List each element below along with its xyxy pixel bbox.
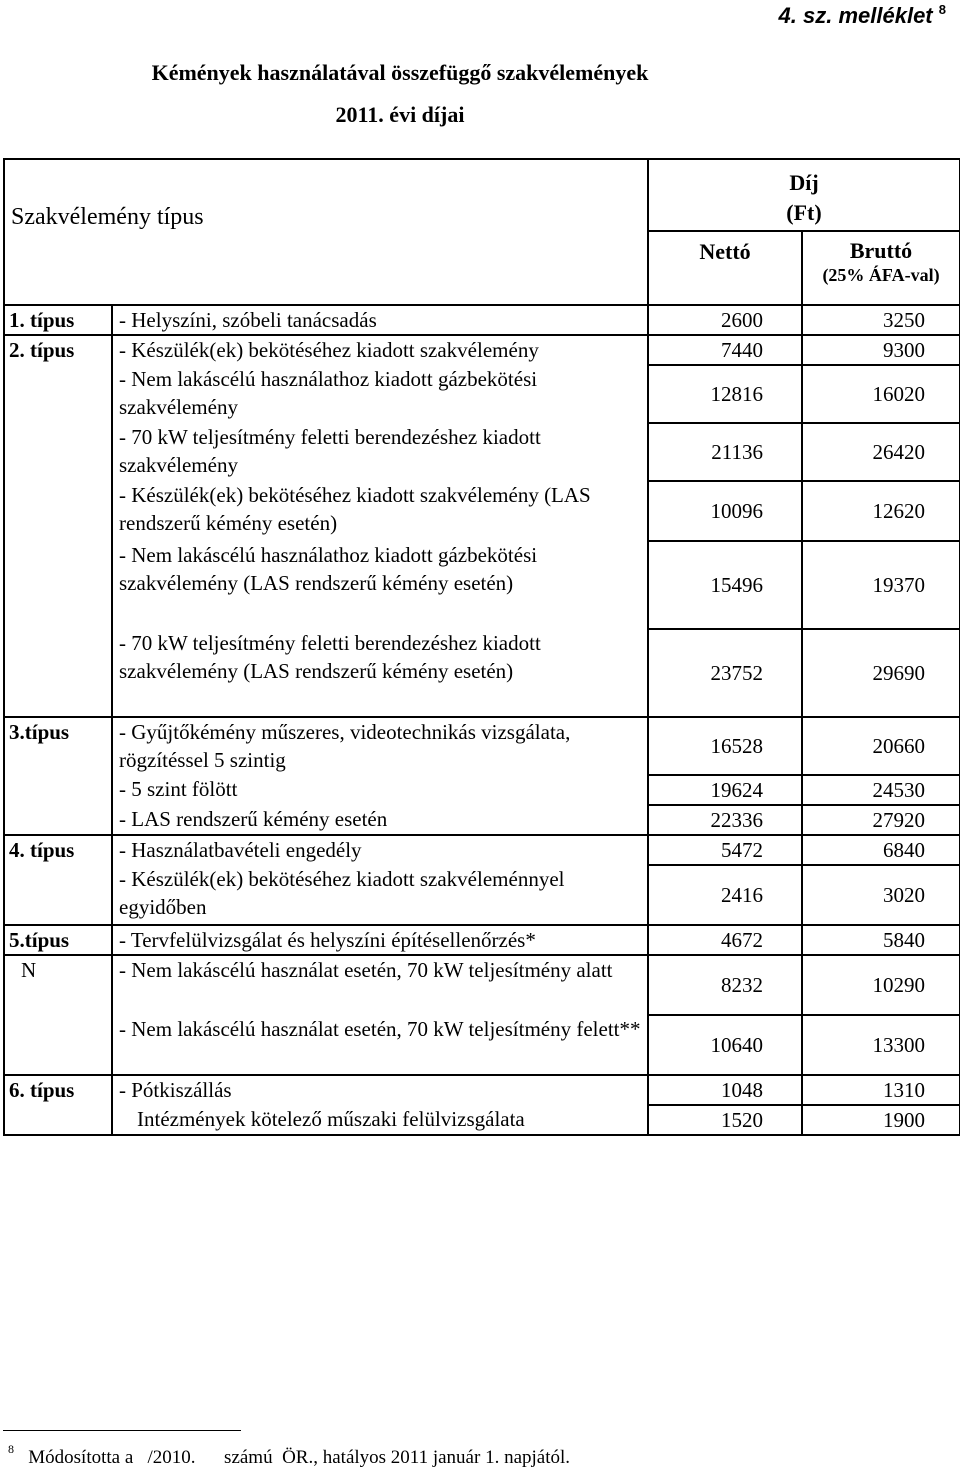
- fee-table: [3, 158, 960, 1136]
- row-net: 12816: [648, 365, 802, 423]
- row-net: 4672: [648, 925, 802, 955]
- row-type: [4, 805, 112, 835]
- annex-footnote-ref: 8: [938, 2, 946, 17]
- row-gross: 13300: [802, 1015, 960, 1075]
- row-gross: 1310: [802, 1075, 960, 1105]
- row-net: 1048: [648, 1075, 802, 1105]
- table-row: [4, 717, 960, 775]
- row-type: [4, 365, 112, 423]
- table-row: [4, 865, 960, 925]
- row-description: - Készülék(ek) bekötéséhez kiadott szakvélemény: [112, 335, 648, 365]
- row-net: 21136: [648, 423, 802, 481]
- row-gross: 6840: [802, 835, 960, 865]
- row-description: - Használatbavételi engedély: [112, 835, 648, 865]
- row-type: [4, 423, 112, 481]
- row-description: - Helyszíni, szóbeli tanácsadás: [112, 305, 648, 335]
- row-type: 4. típus: [4, 835, 112, 865]
- table-row: [4, 955, 960, 1015]
- row-description: - Nem lakáscélú használat esetén, 70 kW teljesítmény alatt: [112, 955, 648, 1015]
- row-description: - Készülék(ek) bekötéséhez kiadott szakvélemény (LAS rendszerű kémény esetén): [112, 481, 648, 541]
- row-description: - Gyűjtőkémény műszeres, videotechnikás vizsgálata, rögzítéssel 5 szintig: [112, 717, 648, 775]
- row-net: 7440: [648, 335, 802, 365]
- table-row: [4, 775, 960, 805]
- row-type: 6. típus: [4, 1075, 112, 1105]
- header-fee-unit: (Ft): [786, 200, 822, 225]
- annex-label: [779, 2, 946, 29]
- row-type: [4, 629, 112, 717]
- row-net: 15496: [648, 541, 802, 629]
- row-type: 1. típus: [4, 305, 112, 335]
- row-gross: 1900: [802, 1105, 960, 1135]
- row-type: [4, 1015, 112, 1075]
- header-net: Nettó: [648, 231, 802, 305]
- header-gross-note: (25% ÁFA-val): [822, 265, 940, 285]
- table-row: [4, 305, 960, 335]
- row-gross: 10290: [802, 955, 960, 1015]
- row-type: [4, 775, 112, 805]
- table-row: [4, 541, 960, 629]
- row-description: - Nem lakáscélú használathoz kiadott gázbekötési szakvélemény: [112, 365, 648, 423]
- row-type: 5.típus: [4, 925, 112, 955]
- row-gross: 16020: [802, 365, 960, 423]
- header-gross: [802, 231, 960, 305]
- row-net: 10640: [648, 1015, 802, 1075]
- row-gross: 24530: [802, 775, 960, 805]
- row-gross: 26420: [802, 423, 960, 481]
- annex-text: 4. sz. melléklet: [778, 3, 933, 28]
- row-net: 1520: [648, 1105, 802, 1135]
- row-type: [4, 865, 112, 925]
- row-gross: 5840: [802, 925, 960, 955]
- table-row: [4, 1015, 960, 1075]
- row-description: - LAS rendszerű kémény esetén: [112, 805, 648, 835]
- footnote-separator: [3, 1430, 241, 1431]
- row-gross: 3020: [802, 865, 960, 925]
- row-type: [4, 541, 112, 629]
- table-row: [4, 481, 960, 541]
- footnote-ref: 8: [8, 1442, 14, 1456]
- row-description: - 70 kW teljesítmény feletti berendezéshez kiadott szakvélemény (LAS rendszerű kémény esetén): [112, 629, 648, 717]
- row-net: 8232: [648, 955, 802, 1015]
- footnote-text: Módosította a /2010. számú ÖR., hatályos 2011 január 1. napjától.: [28, 1447, 571, 1468]
- document-subtitle: 2011. évi díjai: [335, 102, 465, 127]
- row-net: 2416: [648, 865, 802, 925]
- row-gross: 29690: [802, 629, 960, 717]
- table-row: [4, 835, 960, 865]
- row-description: Intézmények kötelező műszaki felülvizsgálata: [112, 1105, 648, 1135]
- row-type: [4, 1105, 112, 1135]
- row-description: - 70 kW teljesítmény feletti berendezéshez kiadott szakvélemény: [112, 423, 648, 481]
- row-description: - Készülék(ek) bekötéséhez kiadott szakvéleménnyel egyidőben: [112, 865, 648, 925]
- row-net: 22336: [648, 805, 802, 835]
- row-type: N: [4, 955, 112, 1015]
- row-gross: 19370: [802, 541, 960, 629]
- row-gross: 9300: [802, 335, 960, 365]
- header-type: Szakvélemény típus: [4, 159, 648, 305]
- table-row: [4, 335, 960, 365]
- row-gross: 3250: [802, 305, 960, 335]
- row-gross: 27920: [802, 805, 960, 835]
- fee-table-body: [4, 159, 960, 1135]
- row-description: - Nem lakáscélú használathoz kiadott gázbekötési szakvélemény (LAS rendszerű kémény esetén): [112, 541, 648, 629]
- row-net: 19624: [648, 775, 802, 805]
- table-row: [4, 365, 960, 423]
- table-row: [4, 1105, 960, 1135]
- header-row-1: [4, 159, 960, 231]
- table-row: [4, 1075, 960, 1105]
- row-description: - Nem lakáscélú használat esetén, 70 kW teljesítmény felett**: [112, 1015, 648, 1075]
- table-row: [4, 805, 960, 835]
- row-net: 2600: [648, 305, 802, 335]
- table-row: [4, 925, 960, 955]
- row-description: - 5 szint fölött: [112, 775, 648, 805]
- document-title: Kémények használatával összefüggő szakvélemények: [151, 60, 649, 85]
- row-net: 10096: [648, 481, 802, 541]
- footnote: [8, 1442, 570, 1469]
- row-type: 2. típus: [4, 335, 112, 365]
- row-net: 16528: [648, 717, 802, 775]
- row-gross: 20660: [802, 717, 960, 775]
- header-gross-label: Bruttó: [849, 238, 913, 263]
- row-net: 23752: [648, 629, 802, 717]
- row-description: - Pótkiszállás: [112, 1075, 648, 1105]
- row-net: 5472: [648, 835, 802, 865]
- row-description: - Tervfelülvizsgálat és helyszíni építésellenőrzés*: [112, 925, 648, 955]
- header-fee-label: Díj: [789, 170, 819, 195]
- row-gross: 12620: [802, 481, 960, 541]
- header-fee: [648, 159, 960, 231]
- table-row: [4, 423, 960, 481]
- table-row: [4, 629, 960, 717]
- row-type: 3.típus: [4, 717, 112, 775]
- row-type: [4, 481, 112, 541]
